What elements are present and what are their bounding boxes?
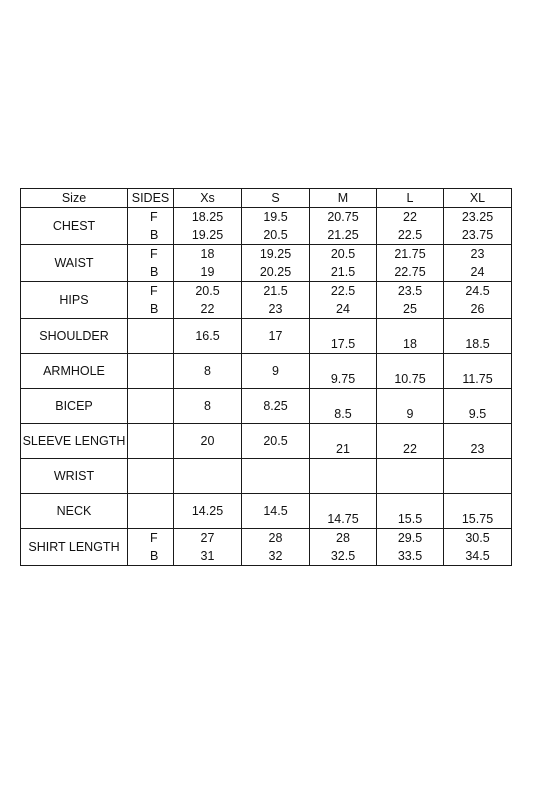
- value-cell: 15.5: [377, 494, 444, 529]
- value-cell: 21.5 23: [242, 282, 310, 319]
- value-cell: 9: [242, 354, 310, 389]
- value-cell: 14.25: [174, 494, 242, 529]
- value-cell: 24.5 26: [444, 282, 512, 319]
- value-cell: 18.25 19.25: [174, 208, 242, 245]
- header-m: M: [310, 189, 377, 208]
- value-cell: [377, 459, 444, 494]
- row-label: BICEP: [21, 389, 128, 424]
- sides-cell: [128, 319, 174, 354]
- sides-cell: F B: [128, 282, 174, 319]
- sides-cell: F B: [128, 529, 174, 566]
- table-row: [21, 459, 512, 494]
- sides-cell: [128, 424, 174, 459]
- table-row: [21, 529, 512, 566]
- row-label: WAIST: [21, 245, 128, 282]
- header-s: S: [242, 189, 310, 208]
- header-l: L: [377, 189, 444, 208]
- value-cell: 17.5: [310, 319, 377, 354]
- table-row: [21, 354, 512, 389]
- table-row: [21, 319, 512, 354]
- value-cell: 21: [310, 424, 377, 459]
- value-cell: 11.75: [444, 354, 512, 389]
- value-cell: 20.5 21.5: [310, 245, 377, 282]
- row-label: ARMHOLE: [21, 354, 128, 389]
- row-label: HIPS: [21, 282, 128, 319]
- value-cell: 27 31: [174, 529, 242, 566]
- header-xs: Xs: [174, 189, 242, 208]
- sides-cell: [128, 459, 174, 494]
- value-cell: 28 32.5: [310, 529, 377, 566]
- header-row: [21, 189, 512, 208]
- value-cell: 14.75: [310, 494, 377, 529]
- header-sides: SIDES: [128, 189, 174, 208]
- header-xl: XL: [444, 189, 512, 208]
- sides-cell: [128, 354, 174, 389]
- value-cell: 22 22.5: [377, 208, 444, 245]
- value-cell: 18: [377, 319, 444, 354]
- value-cell: 20: [174, 424, 242, 459]
- value-cell: 21.75 22.75: [377, 245, 444, 282]
- value-cell: 23.5 25: [377, 282, 444, 319]
- row-label: SHOULDER: [21, 319, 128, 354]
- value-cell: 8: [174, 389, 242, 424]
- table-row: [21, 282, 512, 319]
- size-chart-table: [20, 188, 512, 566]
- table-row: [21, 494, 512, 529]
- value-cell: 23 24: [444, 245, 512, 282]
- table-row: [21, 208, 512, 245]
- value-cell: [444, 459, 512, 494]
- value-cell: 17: [242, 319, 310, 354]
- value-cell: 20.75 21.25: [310, 208, 377, 245]
- table-row: [21, 424, 512, 459]
- value-cell: [242, 459, 310, 494]
- value-cell: 22: [377, 424, 444, 459]
- value-cell: 18.5: [444, 319, 512, 354]
- value-cell: 18 19: [174, 245, 242, 282]
- value-cell: 8.5: [310, 389, 377, 424]
- value-cell: 9.5: [444, 389, 512, 424]
- value-cell: 30.5 34.5: [444, 529, 512, 566]
- value-cell: 22.5 24: [310, 282, 377, 319]
- row-label: CHEST: [21, 208, 128, 245]
- value-cell: 19.25 20.25: [242, 245, 310, 282]
- value-cell: [310, 459, 377, 494]
- value-cell: 28 32: [242, 529, 310, 566]
- sides-cell: [128, 494, 174, 529]
- value-cell: 20.5 22: [174, 282, 242, 319]
- value-cell: 19.5 20.5: [242, 208, 310, 245]
- sides-cell: F B: [128, 208, 174, 245]
- value-cell: 23.25 23.75: [444, 208, 512, 245]
- value-cell: 8: [174, 354, 242, 389]
- value-cell: 9.75: [310, 354, 377, 389]
- value-cell: 23: [444, 424, 512, 459]
- value-cell: 29.5 33.5: [377, 529, 444, 566]
- value-cell: 14.5: [242, 494, 310, 529]
- row-label: NECK: [21, 494, 128, 529]
- value-cell: 8.25: [242, 389, 310, 424]
- value-cell: 15.75: [444, 494, 512, 529]
- value-cell: 9: [377, 389, 444, 424]
- row-label: SLEEVE LENGTH: [21, 424, 128, 459]
- value-cell: [174, 459, 242, 494]
- value-cell: 10.75: [377, 354, 444, 389]
- sides-cell: [128, 389, 174, 424]
- row-label: SHIRT LENGTH: [21, 529, 128, 566]
- table-row: [21, 389, 512, 424]
- sides-cell: F B: [128, 245, 174, 282]
- row-label: WRIST: [21, 459, 128, 494]
- value-cell: 20.5: [242, 424, 310, 459]
- value-cell: 16.5: [174, 319, 242, 354]
- table-row: [21, 245, 512, 282]
- header-size: Size: [21, 189, 128, 208]
